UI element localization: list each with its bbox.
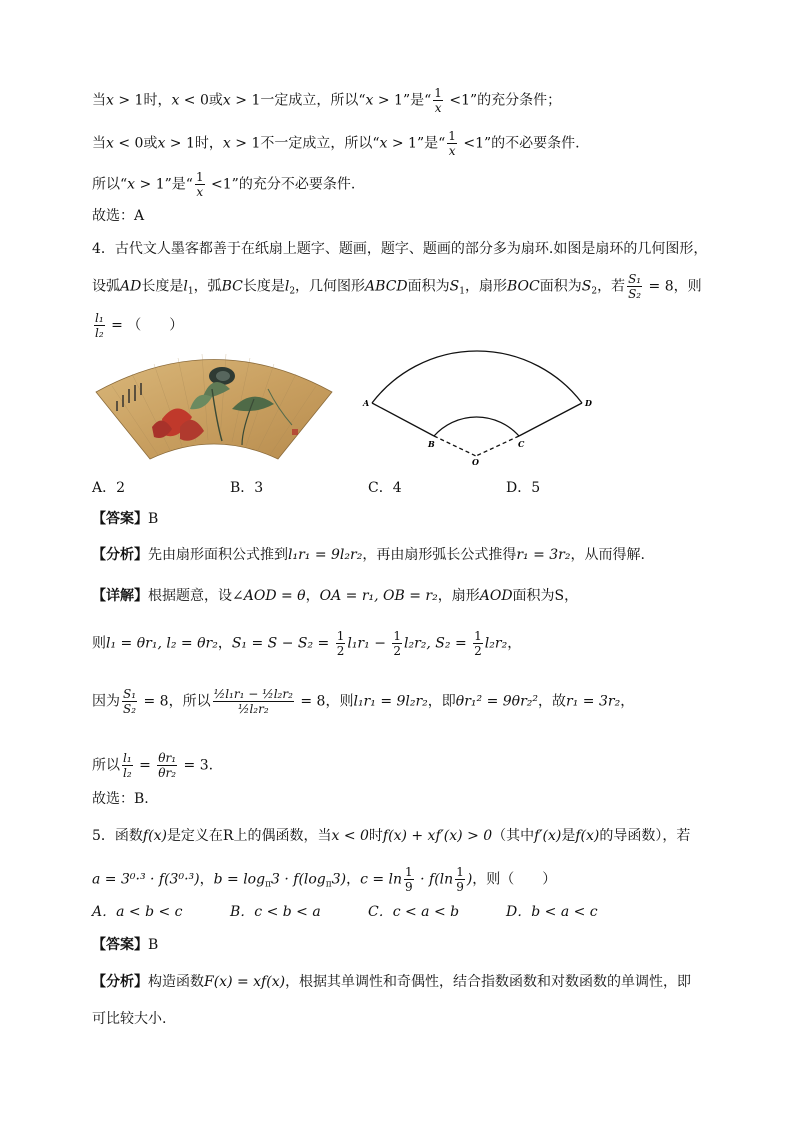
fan-painting-image (92, 349, 336, 466)
point-a-label: A (363, 398, 370, 408)
fraction-1-over-x: $\frac{1}{x}$ (448, 129, 456, 158)
choice-line: 故选：A (92, 208, 145, 224)
q4-detail-line-1: 【详解】根据题意，设∠AOD = θ，OA = r₁, OB = r₂，扇形AOD面积为S， (92, 588, 579, 604)
point-d-label: D (585, 398, 592, 408)
q4-analysis: 【分析】先由扇形面积公式推到l₁r₁ = 9l₂r₂，再由扇形弧长公式推得r₁ = 3r₂，从而得解. (92, 547, 645, 563)
q5-answer: 【答案】B (92, 937, 159, 953)
q5-stem-line-2: a = 3⁰·³ · f(3⁰·³)，$b = \log_\pi 3 \cdot f(\log_\pi 3)$，c = ln $\frac{1}{9}$ · f(ln $\frac{1}{9}$ )，则（ ） (92, 865, 557, 894)
fraction-l1-l2: $\frac{\text{l₁}}{\text{l₂}}$ (95, 311, 104, 340)
q4-detail-line-3: 因为 $\frac{\text{S₁}}{\text{S₂}}$ = 8，所以 $\frac{\text{½l₁r₁ − ½l₂r₂}}{\text{½l₂r₂}}$ = 8，则l₁r₁ = 9l₂r₂，即θr₁² = 9θr₂²，故r₁ = 3r₂， (92, 687, 635, 716)
option-d[interactable]: D．5 (506, 480, 541, 496)
annular-sector-diagram (360, 350, 600, 465)
q4-detail-line-2: 则l₁ = θr₁, l₂ = θr₂，S₁ = S − S₂ = $\frac{1}{2}$ l₁r₁ − $\frac{1}{2}$ l₂r₂, S₂ = $\frac{1}{2}$ l₂r₂， (92, 629, 522, 658)
fraction-1-over-x: $\frac{1}{x}$ (434, 86, 442, 115)
solution-line-3: 所以“x > 1”是“ $\frac{1}{x}$ <1”的充分不必要条件. (92, 170, 356, 199)
solution-line-2: 当x < 0或x > 1时，x > 1不一定成立，所以“x > 1”是“ $\frac{1}{x}$ <1”的不必要条件. (92, 129, 580, 158)
point-c-label: C (518, 439, 525, 449)
fraction-1-over-x: $\frac{1}{x}$ (195, 170, 204, 199)
point-b-label: B (428, 439, 435, 449)
q4-stem-line-2: 设弧AD长度是$l_1$，弧BC长度是$l_2$，几何图形ABCD面积为$S_1$，扇形BOC面积为$S_2$，若 $\frac{\text{S₁}}{\text{S₂}}$ = 8，则 (92, 272, 702, 301)
option-c[interactable]: C．c < a < b (368, 904, 460, 920)
q5-analysis-line-1: 【分析】构造函数F(x) = xf(x)，根据其单调性和奇偶性，结合指数函数和对数函数的单调性，即 (92, 974, 692, 990)
option-b[interactable]: B．c < b < a (230, 904, 321, 920)
fraction-s1-s2: $\frac{\text{S₁}}{\text{S₂}}$ (628, 272, 642, 301)
q4-stem-line-1: 4．古代文人墨客都善于在纸扇上题字、题画，题字、题画的部分多为扇环.如图是扇环的几何图形， (92, 241, 708, 257)
option-b[interactable]: B．3 (230, 480, 264, 496)
solution-line-1: 当x > 1时，x < 0或x > 1一定成立，所以“x > 1”是“ $\frac{1}{x}$ <1”的充分条件； (92, 86, 562, 115)
option-c[interactable]: C．4 (368, 480, 402, 496)
option-a[interactable]: A．2 (92, 480, 126, 496)
option-d[interactable]: D．b < a < c (506, 904, 598, 920)
q4-answer: 【答案】B (92, 511, 159, 527)
q4-conclusion: 故选：B. (92, 791, 149, 807)
q4-detail-line-4: 所以 $\frac{\text{l₁}}{\text{l₂}}$ = $\frac{\text{θr₁}}{\text{θr₂}}$ = 3. (92, 751, 214, 780)
option-a[interactable]: A．a < b < c (92, 904, 183, 920)
q5-analysis-line-2: 可比较大小. (92, 1011, 167, 1027)
q5-options (92, 902, 644, 922)
q4-stem-line-3: $\frac{\text{l₁}}{\text{l₂}}$ = （ ） (95, 311, 184, 340)
q5-stem-line-1: 5．函数f(x)是定义在R上的偶函数，当x < 0时f(x) + xf′(x) > 0（其中f′(x)是f(x)的导函数），若 (92, 828, 691, 844)
point-o-label: O (472, 457, 479, 465)
q4-options (92, 478, 644, 498)
